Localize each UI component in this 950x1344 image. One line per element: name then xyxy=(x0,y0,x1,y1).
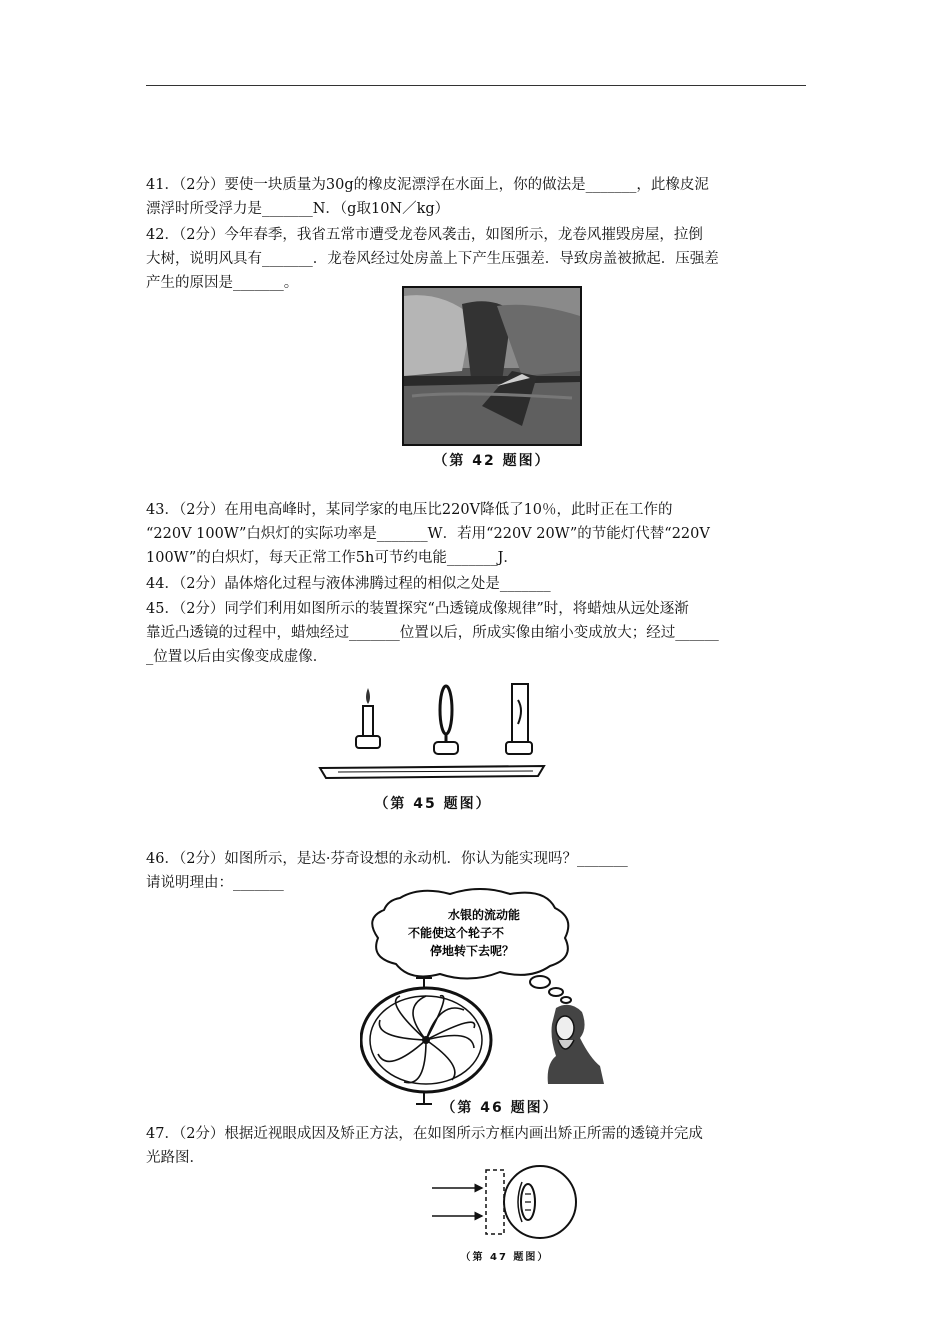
header-rule xyxy=(146,85,806,86)
question-42 xyxy=(146,223,808,295)
q43-line3: 100W”的白炽灯，每天正常工作5h可节约电能_______J． xyxy=(146,550,518,566)
q45-line2: 靠近凸透镜的过程中，蜡烛经过_______位置以后，所成实像由缩小变成放大；经过______ xyxy=(146,625,719,641)
q45-line1: 45．（2分）同学们利用如图所示的装置探究“凸透镜成像规律”时，将蜡烛从远处逐渐 xyxy=(146,601,689,617)
wheel-icon xyxy=(361,978,491,1104)
convex-lens-icon xyxy=(434,686,458,754)
candle-icon xyxy=(356,688,380,748)
q46-line1: 46．（2分）如图所示，是达·芬奇设想的永动机．你认为能实现吗？_______ xyxy=(146,851,628,867)
q46-line2: 请说明理由：_______ xyxy=(146,875,284,891)
q44-line1: 44．（2分）晶体熔化过程与液体沸腾过程的相似之处是_______ xyxy=(146,576,551,592)
q42-line2: 大树，说明风具有_______．龙卷风经过处房盖上下产生压强差．导致房盖被掀起．压强差 xyxy=(146,251,719,267)
question-43 xyxy=(146,498,808,570)
q47-line1: 47．（2分）根据近视眼成因及矫正方法，在如图所示方框内画出矫正所需的透镜并完成 xyxy=(146,1126,703,1142)
figure-47-caption: （第 47 题图） xyxy=(460,1252,550,1263)
bubble-text-1: 水银的流动能 xyxy=(448,908,521,922)
q43-line1: 43．（2分）在用电高峰时，某同学家的电压比220V降低了10％，此时正在工作的 xyxy=(146,502,673,518)
q42-line3: 产生的原因是_______。 xyxy=(146,275,299,291)
question-41 xyxy=(146,173,808,221)
q45-line3: _位置以后由实像变成虚像． xyxy=(146,649,328,665)
question-44 xyxy=(146,572,808,596)
question-45 xyxy=(146,597,808,669)
screen-icon xyxy=(506,684,532,754)
figure-46-caption: （第 46 题图） xyxy=(441,1100,559,1116)
q41-line1: 41．（2分）要使一块质量为30g的橡皮泥漂浮在水面上，你的做法是_______，此橡皮泥 xyxy=(146,177,709,193)
bubble-text-2: 不能使这个轮子不 xyxy=(408,926,505,940)
lens-box xyxy=(486,1170,504,1234)
myopia-eye-figure xyxy=(428,1160,578,1248)
figure-45-caption: （第 45 题图） xyxy=(374,796,492,812)
figure-42-caption: （第 42 题图） xyxy=(433,453,551,469)
q42-line1: 42．（2分）今年春季，我省五常市遭受龙卷风袭击，如图所示，龙卷风摧毁房屋，拉倒 xyxy=(146,227,703,243)
q43-line2: “220V 100W”白炽灯的实际功率是_______W．若用“220V 20W”的节能灯代替“220V xyxy=(146,526,710,542)
perpetual-motion-figure xyxy=(360,888,610,1108)
q47-line2: 光路图． xyxy=(146,1150,204,1166)
lens-bench-figure xyxy=(318,680,548,790)
person-icon xyxy=(548,1005,604,1084)
tornado-photo xyxy=(402,286,582,446)
q41-line2: 漂浮时所受浮力是_______N．（g取10N／kg） xyxy=(146,201,450,217)
eye-icon xyxy=(504,1166,576,1238)
bubble-text-3: 停地转下去呢？ xyxy=(430,944,515,958)
